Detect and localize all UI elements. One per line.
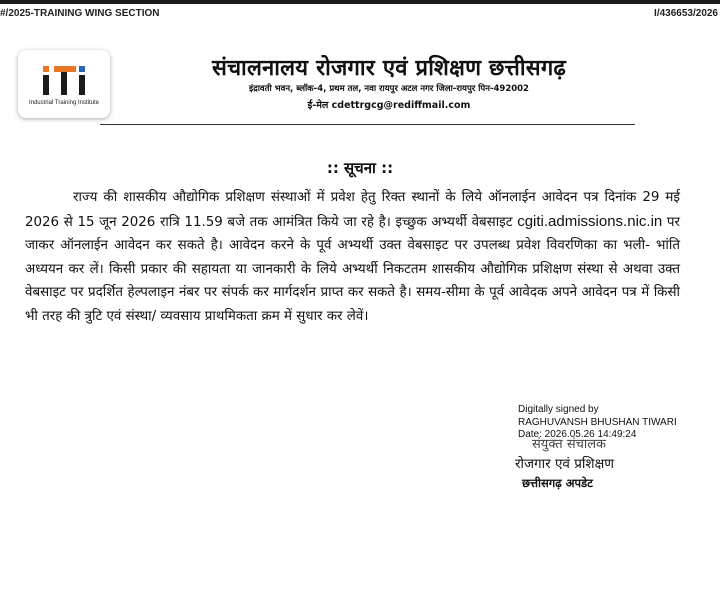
logo-caption: Industrial Training Institute [28,100,100,106]
signatory-designation: संयुक्त संचालक [532,437,607,452]
org-email: ई-मेल cdettrgcg@rediffmail.com [307,100,471,111]
watermark-stamp: छत्तीसगढ़ अपडेट [522,476,593,490]
notice-body [25,186,680,328]
website-link[interactable]: cgiti.admissions.nic.in [517,212,663,230]
scan-header-right: I/436653/2026 [654,8,718,19]
notice-text-part1: राज्य की शासकीय औद्योगिक प्रशिक्षण संस्थाओं में प्रवेश हेतु रिक्त स्थानों के लिये ऑनलाईन आवेदन पत्र दिनांक 29 मई 2026 से 15 जून 2026 रात्रि 11.59 बजे तक आमंत्रित किये जा रहे है। इच्छुक अभ्यर्थी वेबसाइट [25,190,680,230]
digital-signature-name: RAGHUVANSH BHUSHAN TIWARI [518,416,677,428]
notice-text-part2: पर जाकर ऑनलाईन आवेदन कर सकते है। आवेदन करने के पूर्व अभ्यर्थी उक्त वेबसाइट पर उपलब्ध प्रवेश विवरणिका का भली- भांति अध्ययन कर लें। किसी प्रकार की सहायता या जानकारी के लिये अभ्यर्थी निकटतम शासकीय औद्योगिक प्रशिक्षण संस्था से अथवा उक्त वेबसाइट पर प्रदर्शित हेल्पलाइन नंबर पर संपर्क कर मार्गदर्शन प्राप्त कर सकते है। समय-सीमा के पूर्व आवेदक अपने आवेदन पत्र में किसी भी तरह की त्रुटि एवं संस्था/ व्यवसाय प्राथमिकता क्रम में सुधार कर लेवें। [25,214,680,324]
header-divider [100,124,635,125]
digital-signature-date: Date: 2026.05.26 14:49:24 [518,429,637,440]
scan-top-border [0,0,720,4]
org-title: संचालनालय रोजगार एवं प्रशिक्षण छत्तीसगढ़ [212,55,566,81]
signatory-department: रोजगार एवं प्रशिक्षण [515,456,615,472]
iti-logo-mark-icon [40,62,88,98]
notice-heading: :: सूचना :: [326,159,394,177]
iti-logo [18,50,110,118]
notice-document [4,24,716,594]
scan-header-left: #/2025-TRAINING WING SECTION [0,8,160,19]
digital-signature-line1: Digitally signed by [518,404,599,415]
org-address: इंद्रावती भवन, ब्लॉक-4, प्रथम तल, नवा रायपुर अटल नगर जिला-रायपुर पिन-492002 [249,84,529,94]
